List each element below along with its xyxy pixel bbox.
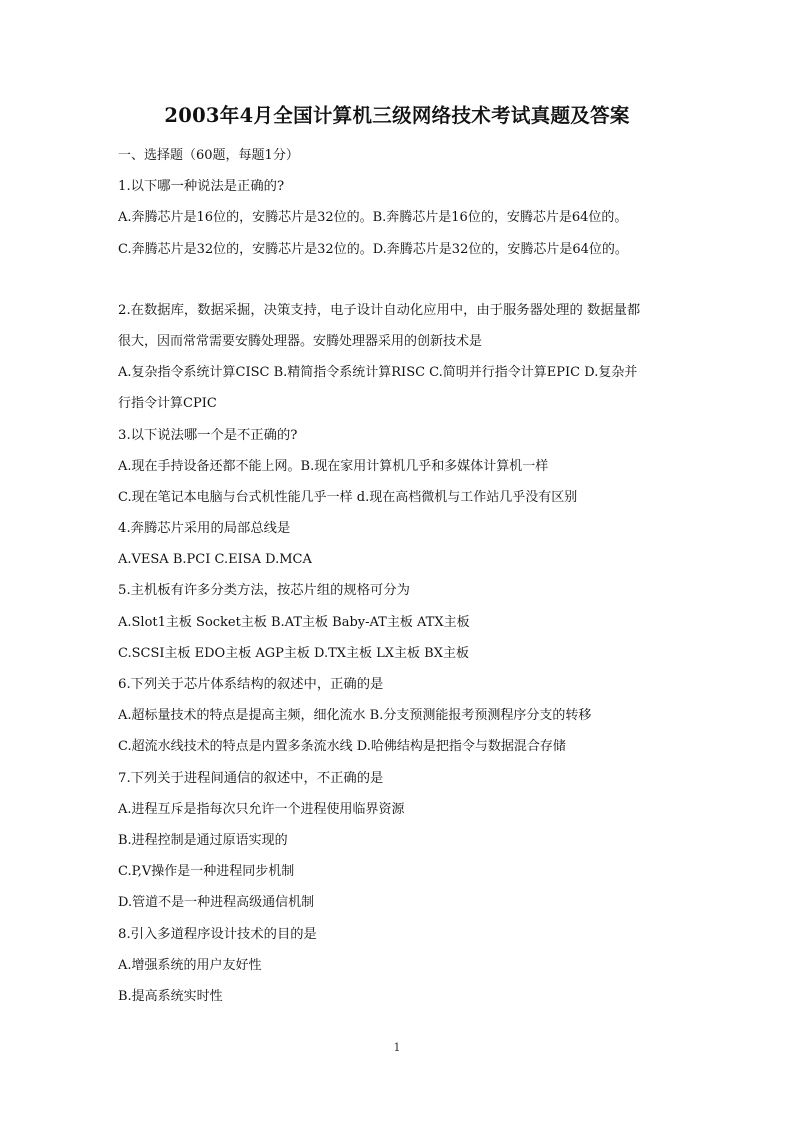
document-title: 2003年4月全国计算机三级网络技术考试真题及答案 <box>164 104 630 127</box>
question-6: 6.下列关于芯片体系结构的叙述中，正确的是 <box>118 677 384 692</box>
question-1-options-ab: A.奔腾芯片是16位的，安腾芯片是32位的。B.奔腾芯片是16位的，安腾芯片是64位的。 <box>118 210 628 226</box>
question-5-options-cd: C.SCSI主板 EDO主板 AGP主板 D.TX主板 LX主板 BX主板 <box>118 645 469 661</box>
question-2: 2.在数据库，数据采掘，决策支持，电子设计自动化应用中，由于服务器处理的 数据量都 <box>118 302 641 318</box>
question-8-option-a: A.增强系统的用户友好性 <box>118 957 262 973</box>
question-6-options-ab: A.超标量技术的特点是提高主频，细化流水 B.分支预测能报考预测程序分支的转移 <box>118 708 592 724</box>
question-3-options-ab: A.现在手持设备还都不能上网。B.现在家用计算机几乎和多媒体计算机一样 <box>118 458 549 474</box>
question-7-option-a: A.进程互斥是指每次只允许一个进程使用临界资源 <box>118 801 405 817</box>
question-7: 7.下列关于进程间通信的叙述中，不正确的是 <box>118 770 384 786</box>
question-5-options-ab: A.Slot1主板 Socket主板 B.AT主板 Baby-AT主板 ATX主板 <box>118 614 470 630</box>
document-body <box>118 140 678 1012</box>
page-number: 1 <box>393 1041 401 1054</box>
question-5: 5.主机板有许多分类方法，按芯片组的规格可分为 <box>118 583 410 599</box>
question-6-options-cd: C.超流水线技术的特点是内置多条流水线 D.哈佛结构是把指令与数据混合存储 <box>118 739 566 755</box>
question-4-options: A.VESA B.PCI C.EISA D.MCA <box>118 552 312 568</box>
question-7-option-c: C.P,V操作是一种进程同步机制 <box>118 864 295 880</box>
question-2-continued: 很大，因而常常需要安腾处理器。安腾处理器采用的创新技术是 <box>118 333 483 349</box>
question-2-options: A.复杂指令系统计算CISC B.精简指令系统计算RISC C.简明并行指令计算EPIC D.复杂并 <box>118 365 638 381</box>
question-8: 8.引入多道程序设计技术的目的是 <box>118 926 317 942</box>
question-1-options-cd: C.奔腾芯片是32位的，安腾芯片是32位的。D.奔腾芯片是32位的，安腾芯片是64位的。 <box>118 241 628 257</box>
question-4: 4.奔腾芯片采用的局部总线是 <box>118 521 291 537</box>
blank-line <box>118 265 678 295</box>
question-3: 3.以下说法哪一个是不正确的? <box>118 427 298 443</box>
question-8-option-b: B.提高系统实时性 <box>118 988 223 1004</box>
question-2-options-continued: 行指令计算CPIC <box>118 396 217 412</box>
question-7-option-d: D.管道不是一种进程高级通信机制 <box>118 895 315 911</box>
section-heading: 一、选择题（60题，每题1分） <box>118 148 299 163</box>
question-3-options-cd: C.现在笔记本电脑与台式机性能几乎一样 d.现在高档微机与工作站几乎没有区别 <box>118 489 578 505</box>
question-7-option-b: B.进程控制是通过原语实现的 <box>118 832 288 848</box>
question-1: 1.以下哪一种说法是正确的? <box>118 179 285 195</box>
